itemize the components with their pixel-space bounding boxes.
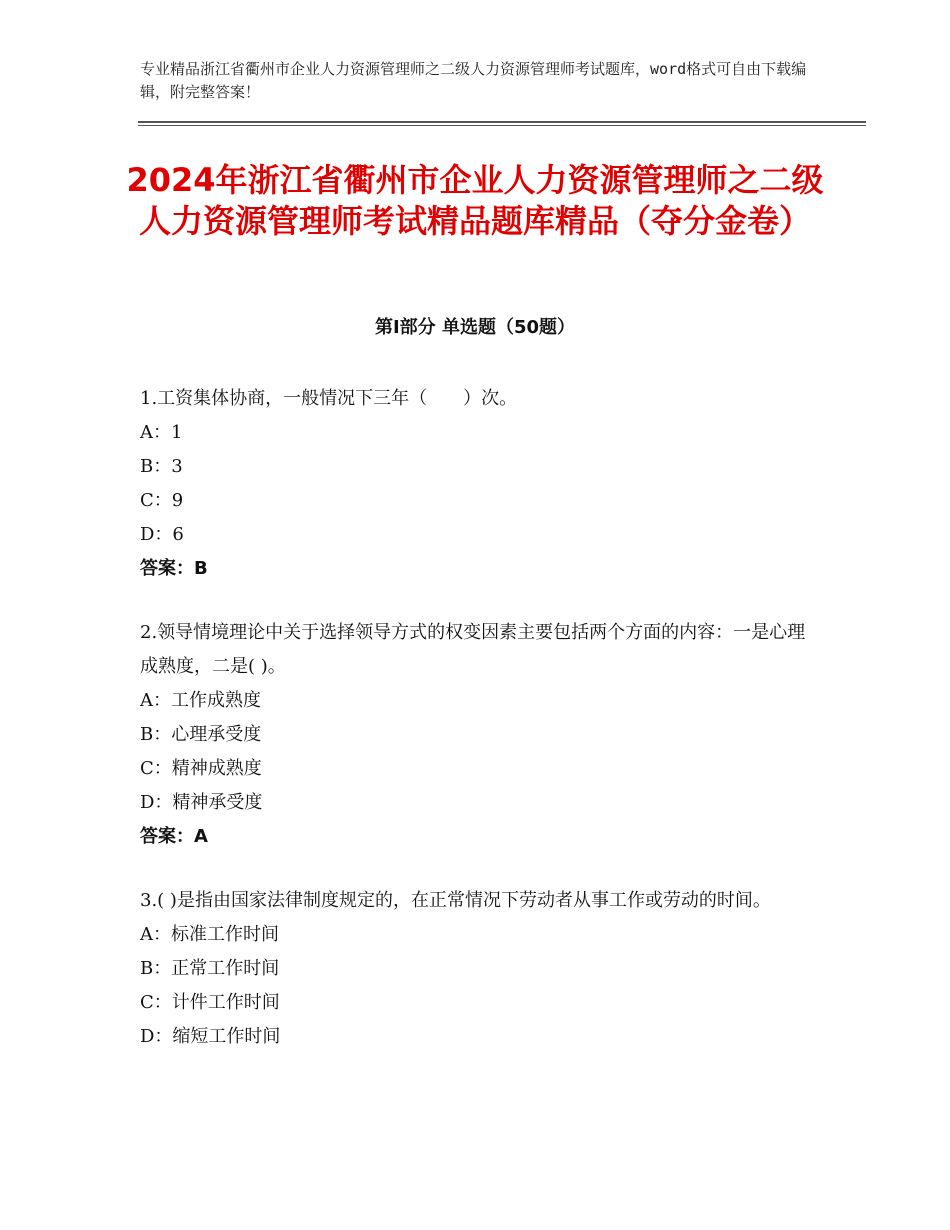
question-stem: 2.领导情境理论中关于选择领导方式的权变因素主要包括两个方面的内容：一是心理成熟度，二是( )。: [140, 622, 806, 677]
header-note: 专业精品浙江省衢州市企业人力资源管理师之二级人力资源管理师考试题库，word格式可自由下载编辑，附完整答案！: [140, 60, 807, 101]
option-a: A：工作成熟度: [140, 690, 261, 711]
question-stem: 1.工资集体协商，一般情况下三年（ ）次。: [140, 388, 518, 409]
option-b: B：3: [140, 456, 183, 477]
option-b: B：正常工作时间: [140, 958, 280, 979]
option-c: C：计件工作时间: [140, 992, 280, 1013]
question-list: [140, 382, 820, 1084]
header-divider-thin: [138, 125, 866, 126]
option-d: D：缩短工作时间: [140, 1026, 281, 1047]
option-c: C：精神成熟度: [140, 758, 262, 779]
question-stem: 3.( )是指由国家法律制度规定的，在正常情况下劳动者从事工作或劳动的时间。: [140, 890, 771, 911]
option-b: B：心理承受度: [140, 724, 262, 745]
question-1: [140, 382, 820, 586]
document-title: 2024年浙江省衢州市企业人力资源管理师之二级人力资源管理师考试精品题库精品（夺分金卷）: [126, 161, 824, 240]
option-d: D：6: [140, 524, 184, 545]
header-divider-thick: [138, 121, 866, 123]
option-c: C：9: [140, 490, 184, 511]
answer: 答案：B: [140, 558, 208, 579]
option-d: D：精神承受度: [140, 792, 263, 813]
question-3: [140, 884, 820, 1054]
answer: 答案：A: [140, 826, 208, 847]
option-a: A：1: [140, 422, 183, 443]
question-2: [140, 616, 820, 854]
section-title: 第Ⅰ部分 单选题（50题）: [374, 317, 575, 338]
option-a: A：标准工作时间: [140, 924, 279, 945]
